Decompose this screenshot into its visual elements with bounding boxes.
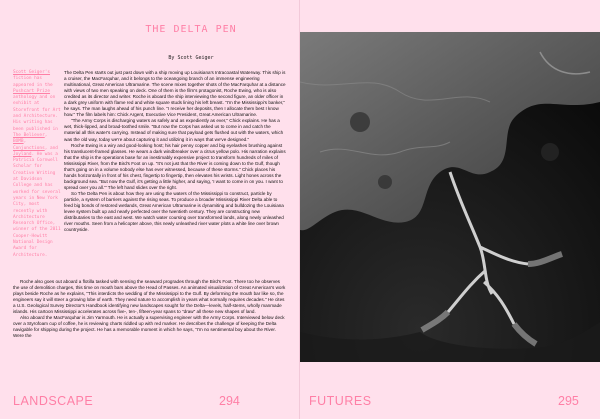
author-name-link[interactable]: Scott Geiger's bbox=[13, 70, 51, 75]
body-paragraph: "The Army Corps is discharging waters as safely and as expediently as ever," Chick explains. He has a wet, thick-lipped, and broad-toothed smile. "But now the Corps has asked us to come in and catch the material all this water's carrying. Instead of making sure that payload gets flushed out with the waters, which was the old way, today we're about capturing it and utilizing it in ways that we've designed." bbox=[64, 118, 284, 142]
body-paragraph: So The Delta Pen is about how they are using the waters of the Mississippi to construct, particle by particle, a system of barriers against the rising seas. To produce a broader Mississippi River Delta able to feed big bonds of restored wetlands, Great American Ultramarine is dynamiting and bulldozing the Louisiana levee system built up and nearly perfected over the twentieth century. They are constructing new distributaries to the east and west. We watch water coursing over transformed lands, along newly unleashed river mouths. Seen from a helicopter above, this newly unleashed river water plots a white line over brown countryside. bbox=[64, 190, 284, 233]
satellite-photo-graphic bbox=[300, 32, 600, 362]
section-label-futures: FUTURES bbox=[309, 394, 372, 408]
mississippi-delta-satellite-image bbox=[300, 32, 600, 362]
author-bio-sidebar bbox=[13, 70, 61, 259]
right-page bbox=[300, 0, 600, 419]
bio-text: . He was a Patricia Cornwell Scholar for Creative Writing at Davidson College and has worked for several years in New York City, most recently with Architecture Research Office, winner of the 2011 Cooper-Hewitt National Design Award for Architecture. bbox=[13, 151, 61, 258]
body-paragraph: Roche Ewing is a wiry and good-looking host; his hair penny copper and big eyelashes brushing against his translucent-framed glasses. He wears a dark windbreaker over a citrus yellow polo. His narration explains that the ship is the operations base for an inestimably expensive project to transform hundreds of miles of Mississippi River, from the Bird's Foot on up. "It's not just that the River is coming down to the Gulf, though that's going on in a volume nobody else has ever witnessed, because of these storms." Chick places his hands horizontally in front of his chest, fingertip to fingertip, then elevates his wrists. Light hones across the background sea. "But now the Gulf, it's getting a little higher, and saying, 'I want to come in on you. I want to spread over you all.'" The left hand slides over the right. bbox=[64, 142, 286, 190]
article-body-wide bbox=[13, 279, 286, 389]
pushcart-prize-link[interactable]: Pushcart Prize bbox=[13, 88, 51, 94]
bio-text: , bbox=[23, 139, 27, 145]
body-paragraph: Roche also goes out aboard a flotilla tasked with sensing the seaward progrades through the Bird's Foot. There too he observes the use of demolition charges, this time on mouth bars above the Head of Passes. An animated visualization of Great American's work plays beside Roche as he explains, "This interdicts the wedding of the Mississippi to the Gulf. By deforming the mouth bar like so, the engineers say it will steer a growing lobe of earth. They need nature to accomplish in years what normally requires decades." He cites a U.S. Geological Survey Director's Handbook identifying new landscapes sought for the Delta—levels, half-stems, wholly manmade islands. His cartoon Mississippi accelerates across five-, ten-, fifteen-year spans to "draw" all these new shapes of land. bbox=[13, 279, 286, 315]
bio-text: anthology and on exhibit at Storefront for Art and Architecture. His writing has been published in bbox=[13, 95, 61, 132]
bio-text: , and bbox=[44, 145, 58, 151]
the-believer-link[interactable]: The Believer bbox=[13, 132, 45, 138]
bomb-link[interactable]: BOMB bbox=[13, 139, 24, 145]
page-number-left: 294 bbox=[219, 394, 240, 408]
section-label-landscape: LANDSCAPE bbox=[13, 394, 94, 408]
bio-text: fiction has appeared in the bbox=[13, 76, 53, 88]
body-paragraph: Also aboard the MacFarquhar is Jim Yarmouth. He is actually a supervising engineer with the Army Corps. Interviewed below deck over a Styrofoam cup of coffee, he is reviewing charts riddled up with red marker. He describes the challenge of keeping the Delta navigable for shipping during the project. He has a memorable moment in which he says, "I'm no sentimental boy about the River. Were the bbox=[13, 315, 285, 339]
body-paragraph: The Delta Pen starts out just past down with a ship moving up Louisiana's Intracoastal Waterway. This ship is a cruiser, the MacFarquhar, and it belongs to the oceangoing branch of an immense engineering multinational, Great American Ultramarine. The scene mixes together shots of the MacFarquhar at a distance with views of two men speaking on deck. One of them is the film's protagonist, Roche Ewing, who is also credited as its director and writer. Roche is aboard the ship interviewing the second figure, an older officer in a dark grey uniform with flame red and white square studs lining his left breast. "I'm the Mississippi's banker," he says. The man laughs ahead of his punch line. "I receive her deposits, then I allocate them best I know how." The film labels him: Chick Argent, Executive Vice President, Great American Ultramarine. bbox=[64, 70, 286, 118]
page-number-right: 295 bbox=[558, 394, 579, 408]
article-byline: By Scott Geiger bbox=[168, 55, 214, 61]
conjunctions-link[interactable]: Conjunctions bbox=[13, 145, 45, 151]
joyland-link[interactable]: Joyland bbox=[13, 151, 32, 157]
article-title: THE DELTA PEN bbox=[145, 24, 237, 35]
bio-text: , bbox=[44, 132, 48, 138]
